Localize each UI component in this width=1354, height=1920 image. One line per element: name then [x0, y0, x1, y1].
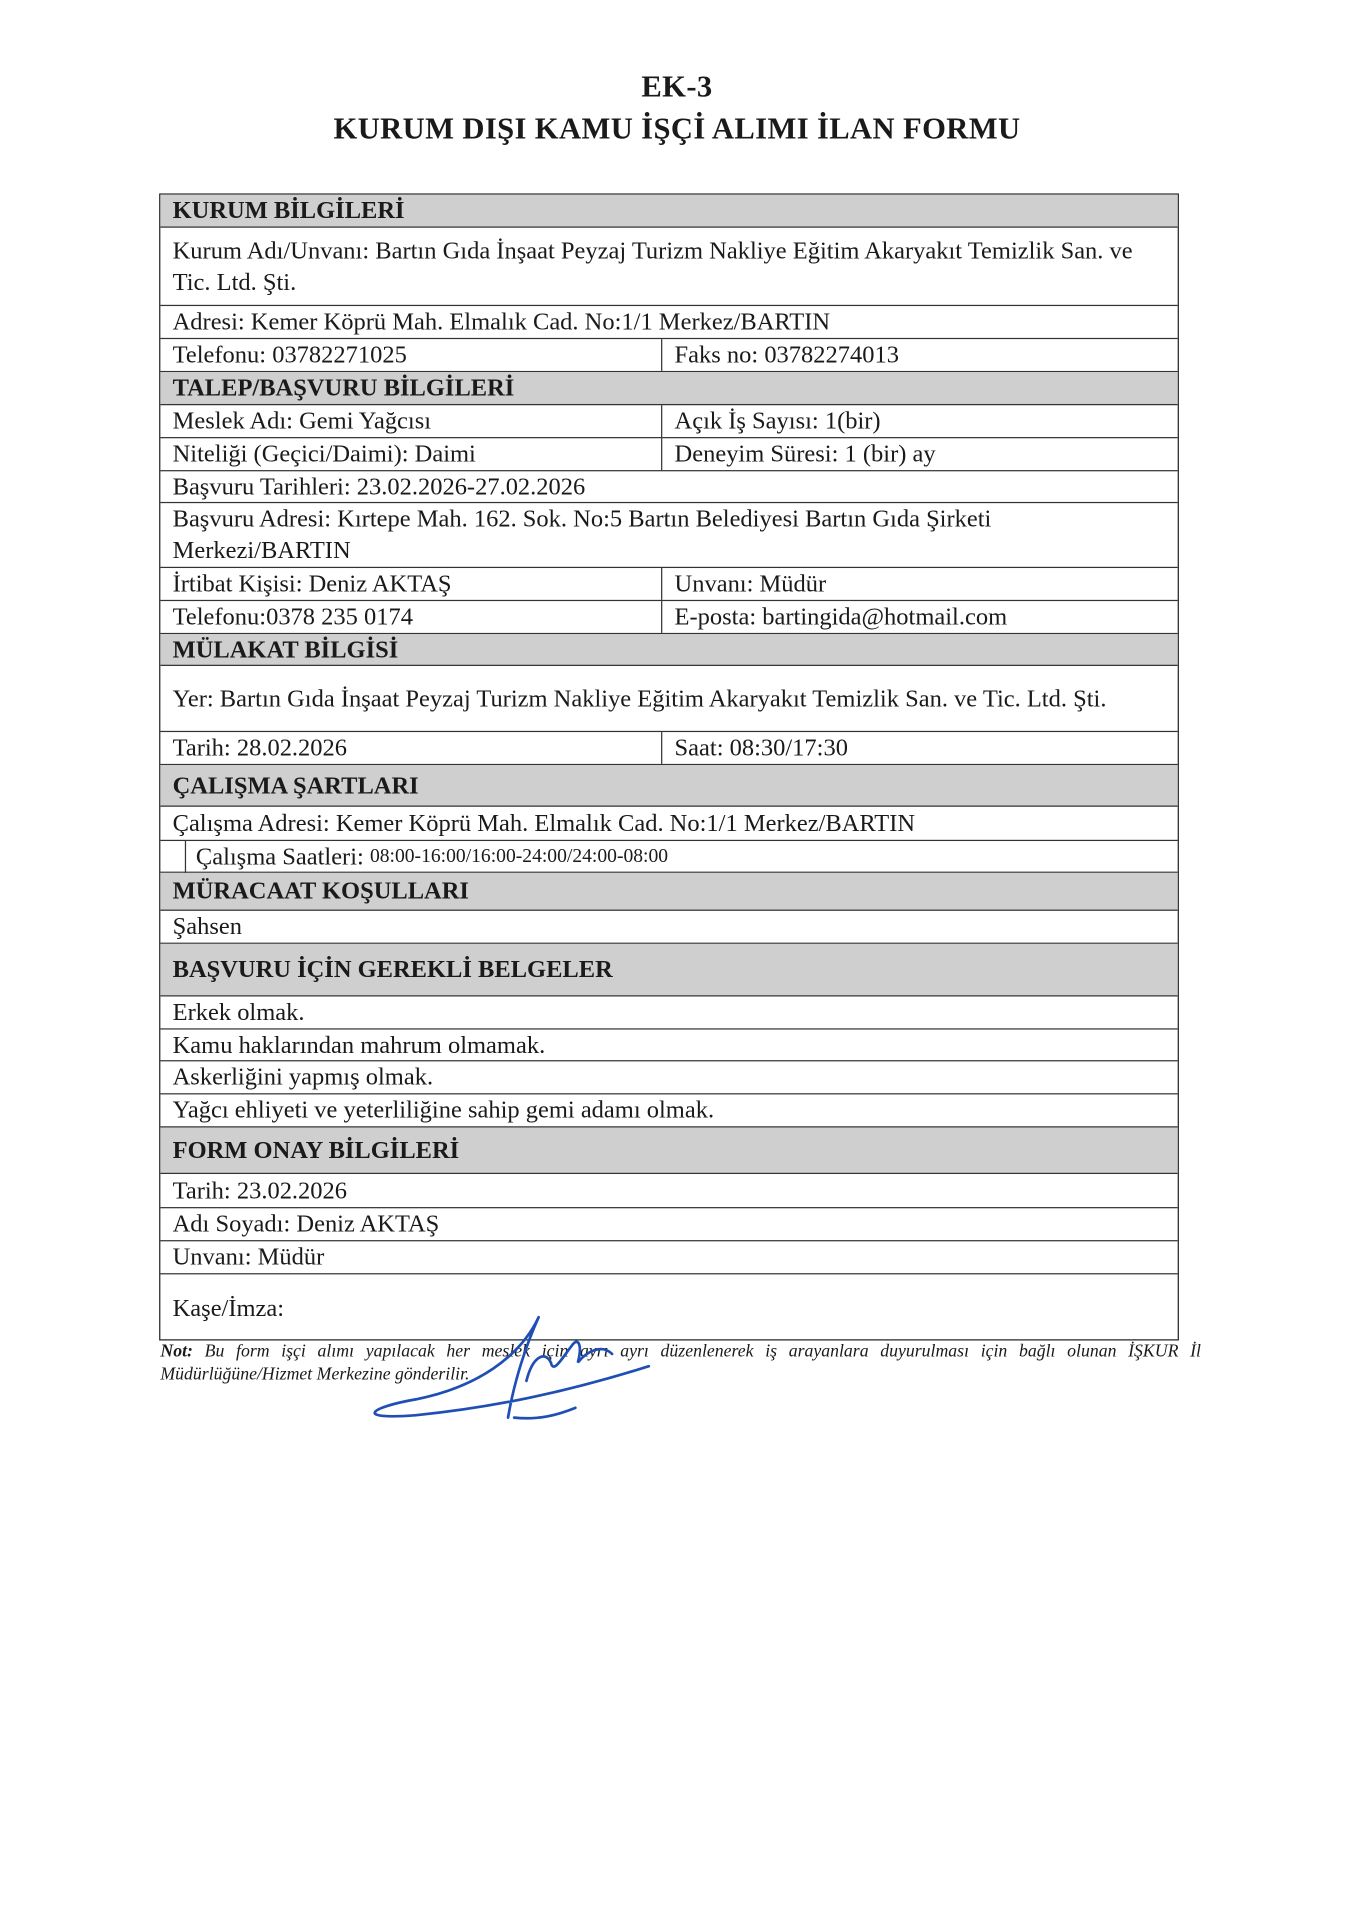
row-kurum-telefon-faks: Telefonu: 03782271025 Faks no: 03782274013	[160, 339, 1177, 372]
section-header-calisma: ÇALIŞMA ŞARTLARI	[160, 765, 1177, 807]
row-iletisim: Telefonu:0378 235 0174 E-posta: bartingida@hotmail.com	[160, 601, 1177, 634]
row-kurum-adi: Kurum Adı/Unvanı: Bartın Gıda İnşaat Peyzaj Turizm Nakliye Eğitim Akaryakıt Temizlik San. ve Tic. Ltd. Şti.	[160, 228, 1177, 306]
row-muracaat: Şahsen	[160, 911, 1177, 944]
row-onay-tarih: Tarih: 23.02.2026	[160, 1174, 1177, 1208]
row-mulakat-yer: Yer: Bartın Gıda İnşaat Peyzaj Turizm Nakliye Eğitim Akaryakıt Temizlik San. ve Tic. Ltd. Şti.	[160, 666, 1177, 732]
section-header-belgeler: BAŞVURU İÇİN GEREKLİ BELGELER	[160, 944, 1177, 997]
list-item: Yağcı ehliyeti ve yeterliliğine sahip gemi adamı olmak.	[160, 1094, 1177, 1127]
section-header-kurum: KURUM BİLGİLERİ	[160, 195, 1177, 228]
section-header-mulakat: MÜLAKAT BİLGİSİ	[160, 634, 1177, 666]
row-meslek: Meslek Adı: Gemi Yağcısı Açık İş Sayısı: 1(bir)	[160, 405, 1177, 438]
row-calisma-adresi: Çalışma Adresi: Kemer Köprü Mah. Elmalık Cad. No:1/1 Merkez/BARTIN	[160, 807, 1177, 841]
section-header-talep: TALEP/BAŞVURU BİLGİLERİ	[160, 372, 1177, 405]
row-onay-unvan: Unvanı: Müdür	[160, 1241, 1177, 1274]
signature	[343, 1307, 661, 1429]
form-code: EK-3	[641, 71, 713, 105]
list-item: Kamu haklarından mahrum olmamak.	[160, 1030, 1177, 1062]
row-nitelik: Niteliği (Geçici/Daimi): Daimi Deneyim Süresi: 1 (bir) ay	[160, 438, 1177, 471]
row-basvuru-adresi: Başvuru Adresi: Kırtepe Mah. 162. Sok. No:5 Bartın Belediyesi Bartın Gıda Şirketi Merkezi/BARTIN	[160, 503, 1177, 568]
row-kase-imza: Kaşe/İmza:	[172, 1295, 285, 1323]
list-item: Erkek olmak.	[160, 996, 1177, 1029]
section-header-onay: FORM ONAY BİLGİLERİ	[160, 1127, 1177, 1174]
row-irtibat: İrtibat Kişisi: Deniz AKTAŞ Unvanı: Müdür	[160, 568, 1177, 601]
row-onay-adi: Adı Soyadı: Deniz AKTAŞ	[160, 1208, 1177, 1241]
row-calisma-saatleri: Çalışma Saatleri: 08:00-16:00/16:00-24:00/24:00-08:00	[160, 841, 1177, 873]
row-kurum-adres: Adresi: Kemer Köprü Mah. Elmalık Cad. No:1/1 Merkez/BARTIN	[160, 306, 1177, 339]
form-title: KURUM DIŞI KAMU İŞÇİ ALIMI İLAN FORMU	[333, 112, 1021, 146]
section-header-muracaat: MÜRACAAT KOŞULLARI	[160, 873, 1177, 911]
row-basvuru-tarihleri: Başvuru Tarihleri: 23.02.2026-27.02.2026	[160, 471, 1177, 503]
form-table	[159, 193, 1179, 1340]
list-item: Askerliğini yapmış olmak.	[160, 1061, 1177, 1094]
row-mulakat-tarih-saat: Tarih: 28.02.2026 Saat: 08:30/17:30	[160, 732, 1177, 765]
footnote: Not: Bu form işçi alımı yapılacak her meslek için ayrı ayrı düzenlenerek iş arayanlara duyurulması için bağlı olunan İŞKUR İl Müdürlüğüne/Hizmet Merkezine gönderilir.	[160, 1341, 1201, 1385]
